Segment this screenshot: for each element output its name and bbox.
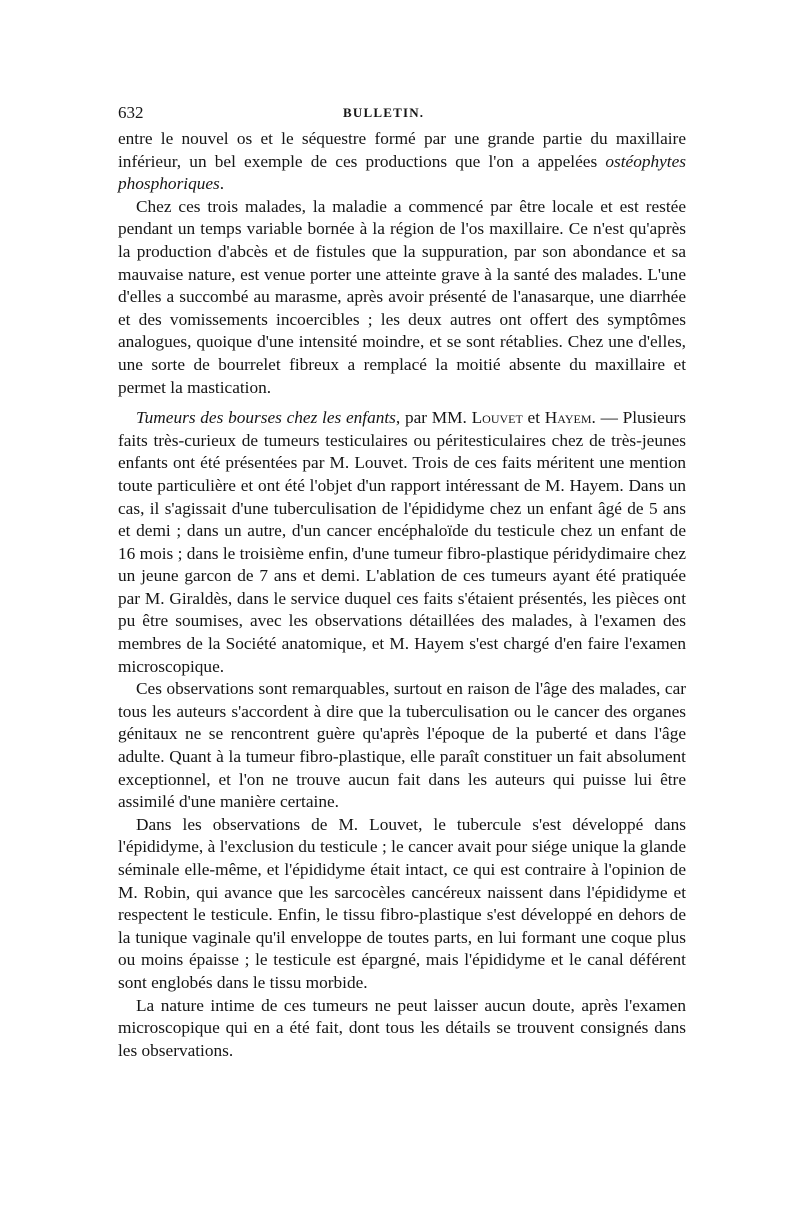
paragraph-1-italic-term: ostéophytes phosphoriques	[118, 151, 686, 194]
author-louvet: Louvet	[471, 408, 523, 428]
paragraph-3-text: . — Plusieurs faits très-curieux de tumeurs testiculaires ou péritesticulaires chez de très-jeunes enfants ont été présentées par M. Louvet. Trois de ces faits méritent une mention toute particulière et ont été l'objet d'un rapport intéressant de M. Hayem. Dans un cas, il s'agissait d'une tuberculisation de l'épididyme chez un enfant âgé de 5 ans et demi ; dans un autre, d'un cancer encéphaloïde du testicule chez un enfant de 16 mois ; dans le troisième enfin, d'une tumeur fibro-plastique péridydimaire chez un jeune garcon de 7 ans et demi. L'ablation de ces tumeurs ayant été pratiquée par M. Giraldès, dans le service duquel ces faits s'étaient présentés, les pièces ont pu être soumises, avec les observations détaillées des malades, à l'examen des membres de la Société anatomique, et M. Hayem s'est chargé d'en faire l'examen microscopique.	[118, 408, 686, 676]
page-number: 632	[118, 103, 144, 122]
paragraph-3	[118, 407, 686, 678]
section-by: , par MM.	[395, 408, 472, 428]
paragraph-4: Ces observations sont remarquables, surtout en raison de l'âge des malades, car tous les auteurs s'accordent à dire que la tuberculisation ou le cancer des organes génitaux ne se rencontrent guère qu'après l'époque de la puberté et dans l'âge adulte. Quant à la tumeur fibro-plastique, elle paraît constituer un fait absolument exceptionnel, et l'on ne trouve aucun fait dans les auteurs qui puisse lui être assimilé d'une manière certaine.	[118, 679, 686, 812]
author-hayem: Hayem	[544, 408, 592, 428]
running-head: BULLETIN.	[343, 105, 425, 120]
section-title: Tumeurs des bourses chez les enfants	[136, 408, 396, 428]
page-header	[118, 98, 686, 128]
paragraph-5: Dans les observations de M. Louvet, le tubercule s'est développé dans l'épididyme, à l'exclusion du testicule ; le cancer avait pour siége unique la glande séminale elle-même, et l'épididyme était intact, ce qui est contraire à l'opinion de M. Robin, qui avance que les sarcocèles cancéreux naissent dans l'épididyme et respectent le testicule. Enfin, le tissu fibro-plastique s'est développé en dehors de la tunique vaginale qu'il enveloppe de toutes parts, en lui formant une coque plus ou moins épaisse ; le testicule est épargné, mais l'épididyme et le canal déférent sont englobés dans le tissu morbide.	[118, 814, 686, 992]
paragraph-1-end: .	[219, 174, 225, 194]
document-page	[118, 98, 686, 1062]
section-and: et	[522, 408, 545, 428]
paragraph-1-text: entre le nouvel os et le séquestre formé par une grande partie du maxillaire inférieur, un bel exemple de ces productions que l'on a appelées	[118, 129, 686, 171]
paragraph-6: La nature intime de ces tumeurs ne peut laisser aucun doute, après l'examen microscopique qui en a été fait, dont tous les détails se trouvent consignés dans les observations.	[118, 995, 686, 1060]
paragraph-1	[118, 128, 686, 196]
body-text	[118, 128, 686, 1062]
paragraph-2: Chez ces trois malades, la maladie a commencé par être locale et est restée pendant un temps variable bornée à la région de l'os maxillaire. Ce n'est qu'après la production d'abcès et de fistules que la suppuration, par son abondance et sa mauvaise nature, est venue porter une atteinte grave à la santé des malades. L'une d'elles a succombé au marasme, après avoir présenté de l'anasarque, une diarrhée et des vomissements incoercibles ; les deux autres ont offert des symptômes analogues, quoique d'une intensité moindre, et se sont rétablies. Chez une d'elles, une sorte de bourrelet fibreux a remplacé la moitié absente du maxillaire et permet la mastication.	[118, 196, 686, 397]
